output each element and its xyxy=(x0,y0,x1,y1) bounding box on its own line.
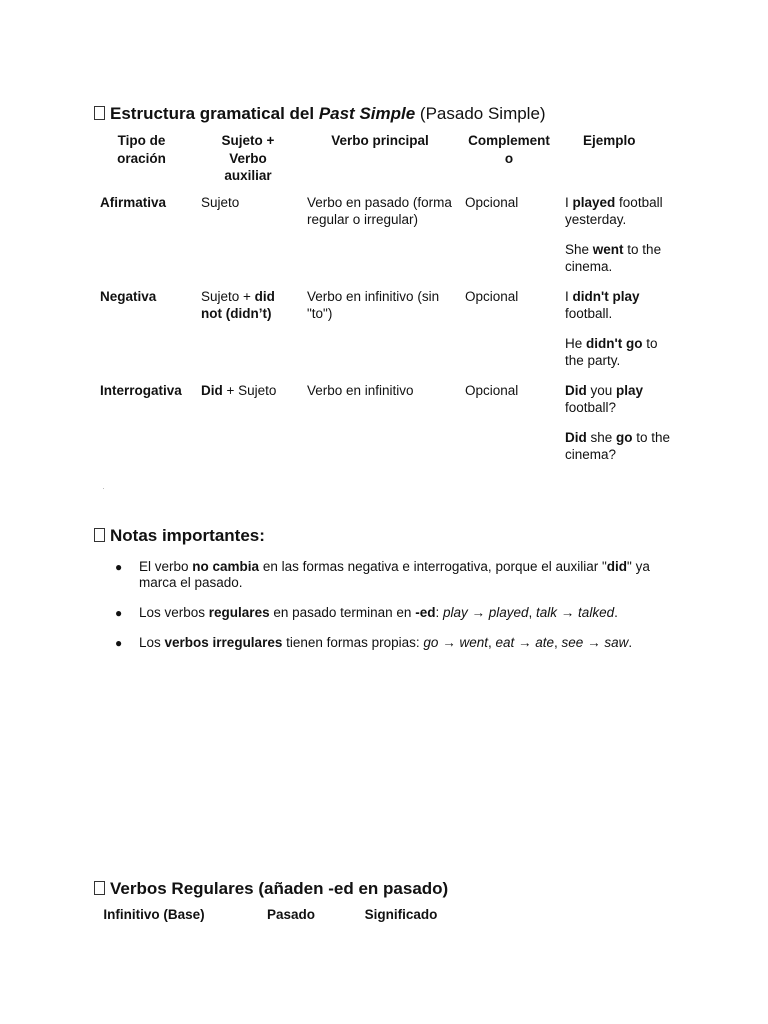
text-run: I xyxy=(565,288,573,304)
text-run: El verbo xyxy=(139,559,193,574)
text-run: , xyxy=(487,635,496,650)
table-header-row xyxy=(94,131,684,194)
example-sentence xyxy=(565,288,678,323)
header-past: Pasado xyxy=(266,907,316,922)
text-run: played xyxy=(572,194,616,210)
text-run: go xyxy=(616,429,633,445)
text-run: Did xyxy=(201,382,223,398)
text-run: no cambia xyxy=(192,559,260,574)
text-run: tienen formas propias: xyxy=(282,635,424,650)
text-run: I xyxy=(565,194,573,210)
cell-sentence-type xyxy=(94,382,195,476)
cell-complement: Opcional xyxy=(465,194,519,210)
section-heading-notes: Notas importantes: xyxy=(94,526,265,546)
header-sentence-type: Tipo de oración xyxy=(117,133,166,166)
text-run: Los verbos xyxy=(139,605,209,620)
text-run: did not (didn’t) xyxy=(201,288,275,321)
cell-subject-aux xyxy=(195,288,301,382)
header-meaning: Significado xyxy=(364,907,438,922)
text-run: see → saw xyxy=(561,635,629,650)
text-run: Sujeto + xyxy=(201,288,255,304)
text-run: . xyxy=(614,605,618,620)
header-complement: Complement o xyxy=(468,133,550,166)
cell-main-verb: Verbo en infinitivo xyxy=(307,382,414,398)
text-run: Los xyxy=(139,635,165,650)
text-run: went xyxy=(592,241,624,257)
row-label: Afirmativa xyxy=(100,194,167,210)
cell-examples xyxy=(559,288,684,382)
text-run: verbos irregulares xyxy=(164,635,283,650)
text-run: " ya marca el pasado. xyxy=(139,559,650,590)
header-subject-aux: Sujeto + Verbo auxiliar xyxy=(221,133,275,183)
cell-sentence-type xyxy=(94,194,195,288)
cell-subject-aux: Sujeto xyxy=(201,194,240,210)
text-run: eat → ate xyxy=(495,635,555,650)
text-run: Did xyxy=(565,382,587,398)
bullet-icon: ● xyxy=(115,560,123,574)
text-run: play → played xyxy=(442,605,529,620)
list-item xyxy=(112,635,672,651)
text-run: play xyxy=(616,382,644,398)
list-item xyxy=(112,559,672,591)
cell-examples xyxy=(559,382,684,476)
text-run: football. xyxy=(565,306,613,321)
text-run: to the cinema? xyxy=(565,429,671,462)
example-sentence xyxy=(565,241,678,276)
bullet-icon: ● xyxy=(115,606,123,620)
text-run: , xyxy=(554,635,562,650)
row-label: Interrogativa xyxy=(100,382,182,398)
section-heading-structure: Estructura gramatical del Past Simple (Pasado Simple) xyxy=(94,104,546,124)
text-run: -ed xyxy=(415,605,436,620)
table-row xyxy=(94,382,684,476)
text-run: did xyxy=(606,559,628,574)
example-sentence xyxy=(565,382,678,417)
notes-list xyxy=(112,559,672,665)
checkbox-icon xyxy=(94,528,105,542)
text-run: to the party. xyxy=(565,335,658,368)
text-run: . xyxy=(628,635,633,650)
header-infinitive: Infinitivo (Base) xyxy=(103,907,205,922)
cell-complement: Opcional xyxy=(465,382,519,398)
text-run: go → went xyxy=(423,635,488,650)
text-run: you xyxy=(586,382,617,398)
text-run: Did xyxy=(565,429,587,445)
grammar-structure-table xyxy=(94,131,684,476)
section-heading-regular-verbs: Verbos Regulares (añaden -ed en pasado) xyxy=(94,879,448,899)
row-label: Negativa xyxy=(100,288,157,304)
text-run: talk → talked xyxy=(536,605,615,620)
checkbox-icon xyxy=(94,106,105,120)
text-run: en las formas negativa e interrogativa, porque el auxiliar " xyxy=(259,559,607,574)
header-main-verb: Verbo principal xyxy=(331,133,429,148)
text-run: football yesterday. xyxy=(565,194,663,227)
table-header-row xyxy=(94,907,446,922)
text-run: + Sujeto xyxy=(222,382,277,398)
text-run: didn't go xyxy=(586,335,643,351)
cell-subject-aux xyxy=(195,382,301,476)
text-run: she xyxy=(586,429,617,445)
cell-examples xyxy=(559,194,684,288)
text-run: football? xyxy=(565,400,617,415)
text-run: to the cinema. xyxy=(565,241,662,274)
list-item xyxy=(112,605,672,621)
text-run: : xyxy=(435,605,443,620)
example-sentence xyxy=(565,429,678,464)
text-run: didn't play xyxy=(572,288,640,304)
text-run: He xyxy=(565,335,587,351)
table-row xyxy=(94,194,684,288)
regular-verbs-table xyxy=(94,907,446,922)
cell-sentence-type xyxy=(94,288,195,382)
text-run: en pasado terminan en xyxy=(269,605,416,620)
table-row xyxy=(94,288,684,382)
text-run: She xyxy=(565,241,593,257)
example-sentence xyxy=(565,194,678,229)
cell-main-verb: Verbo en infinitivo (sin "to") xyxy=(307,288,440,321)
stray-mark xyxy=(103,488,104,489)
text-run: regulares xyxy=(208,605,270,620)
bullet-icon: ● xyxy=(115,636,123,650)
header-example: Ejemplo xyxy=(583,133,636,148)
checkbox-icon xyxy=(94,881,105,895)
text-run: , xyxy=(528,605,537,620)
cell-main-verb: Verbo en pasado (forma regular o irregular) xyxy=(307,194,452,227)
example-sentence xyxy=(565,335,678,370)
cell-complement: Opcional xyxy=(465,288,519,304)
